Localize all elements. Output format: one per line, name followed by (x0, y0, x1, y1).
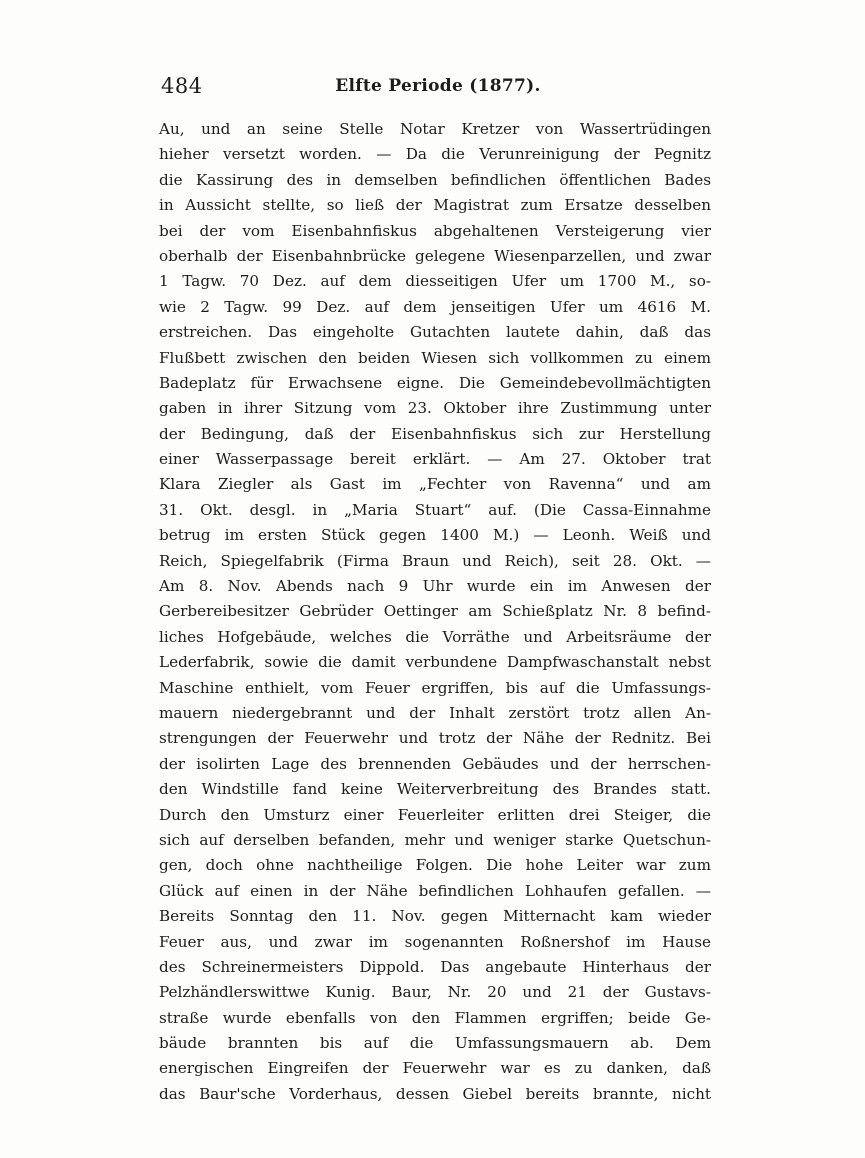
text-line: hieher versetzt worden. — Da die Verunreinigung der Pegnitz (159, 145, 711, 164)
text-line: in Aussicht stellte, so ließ der Magistrat zum Ersatze desselben (159, 196, 711, 215)
text-line: wie 2 Tagw. 99 Dez. auf dem jenseitigen Ufer um 4616 M. (159, 297, 711, 316)
text-line: Maschine enthielt, vom Feuer ergriffen, bis auf die Umfassungs- (159, 678, 711, 697)
text-line: mauern niedergebrannt und der Inhalt zerstört trotz allen An- (159, 703, 711, 722)
text-line: 31. Okt. desgl. in „Maria Stuart“ auf. (Die Cassa-Einnahme (159, 500, 711, 519)
text-line: das Baur'sche Vorderhaus, dessen Giebel bereits brannte, nicht (159, 1084, 711, 1103)
text-line: Pelzhändlerswittwe Kunig. Baur, Nr. 20 und 21 der Gustavs- (159, 983, 711, 1002)
text-line: Klara Ziegler als Gast im „Fechter von Ravenna“ und am (159, 475, 711, 494)
text-line: Lederfabrik, sowie die damit verbundene Dampfwaschanstalt nebst (159, 653, 711, 672)
text-line: oberhalb der Eisenbahnbrücke gelegene Wiesenparzellen, und zwar (159, 246, 711, 265)
running-head: Elfte Periode (1877). (335, 76, 541, 96)
text-line: des Schreinermeisters Dippold. Das angebaute Hinterhaus der (159, 957, 711, 976)
page-number: 484 (161, 74, 203, 98)
text-line: straße wurde ebenfalls von den Flammen ergriffen; beide Ge- (159, 1008, 711, 1027)
text-line: liches Hofgebäude, welches die Vorräthe und Arbeitsräume der (159, 627, 711, 646)
text-line: Au, und an seine Stelle Notar Kretzer von Wassertrüdingen (159, 120, 711, 138)
page-header (161, 71, 715, 101)
text-line: Badeplatz für Erwachsene eigne. Die Gemeindebevollmächtigten (159, 373, 711, 392)
text-line: Glück auf einen in der Nähe befindlichen Lohhaufen gefallen. — (159, 881, 711, 900)
text-line: strengungen der Feuerwehr und trotz der Nähe der Rednitz. Bei (159, 729, 711, 748)
text-line: bäude brannten bis auf die Umfassungsmauern ab. Dem (159, 1034, 711, 1053)
text-line: Gerbereibesitzer Gebrüder Oettinger am Schießplatz Nr. 8 befind- (159, 602, 711, 621)
text-line: betrug im ersten Stück gegen 1400 M.) — Leonh. Weiß und (159, 526, 711, 545)
text-line: Feuer aus, und zwar im sogenannten Roßnershof im Hause (159, 932, 711, 951)
text-line: Bereits Sonntag den 11. Nov. gegen Mitternacht kam wieder (159, 907, 711, 926)
text-line: gaben in ihrer Sitzung vom 23. Oktober ihre Zustimmung unter (159, 399, 711, 418)
text-line: Flußbett zwischen den beiden Wiesen sich vollkommen zu einem (159, 348, 711, 367)
text-line: gen, doch ohne nachtheilige Folgen. Die hohe Leiter war zum (159, 856, 711, 875)
text-line: den Windstille fand keine Weiterverbreitung des Brandes statt. (159, 780, 711, 799)
text-line: erstreichen. Das eingeholte Gutachten lautete dahin, daß das (159, 323, 711, 342)
text-line: bei der vom Eisenbahnfiskus abgehaltenen Versteigerung vier (159, 221, 711, 240)
text-line: sich auf derselben befanden, mehr und weniger starke Quetschun- (159, 830, 711, 849)
text-line: der isolirten Lage des brennenden Gebäudes und der herrschen- (159, 754, 711, 773)
text-line: die Kassirung des in demselben befindlichen öffentlichen Bades (159, 170, 711, 189)
body-text (159, 117, 711, 1107)
text-line: 1 Tagw. 70 Dez. auf dem diesseitigen Ufer um 1700 M., so- (159, 272, 711, 291)
text-line: einer Wasserpassage bereit erklärt. — Am 27. Oktober trat (159, 450, 711, 469)
text-line: Am 8. Nov. Abends nach 9 Uhr wurde ein im Anwesen der (159, 577, 711, 596)
text-line: der Bedingung, daß der Eisenbahnfiskus sich zur Herstellung (159, 424, 711, 443)
text-line: Durch den Umsturz einer Feuerleiter erlitten drei Steiger, die (159, 805, 711, 824)
text-line: energischen Eingreifen der Feuerwehr war es zu danken, daß (159, 1059, 711, 1078)
text-line: Reich, Spiegelfabrik (Firma Braun und Reich), seit 28. Okt. — (159, 551, 711, 570)
